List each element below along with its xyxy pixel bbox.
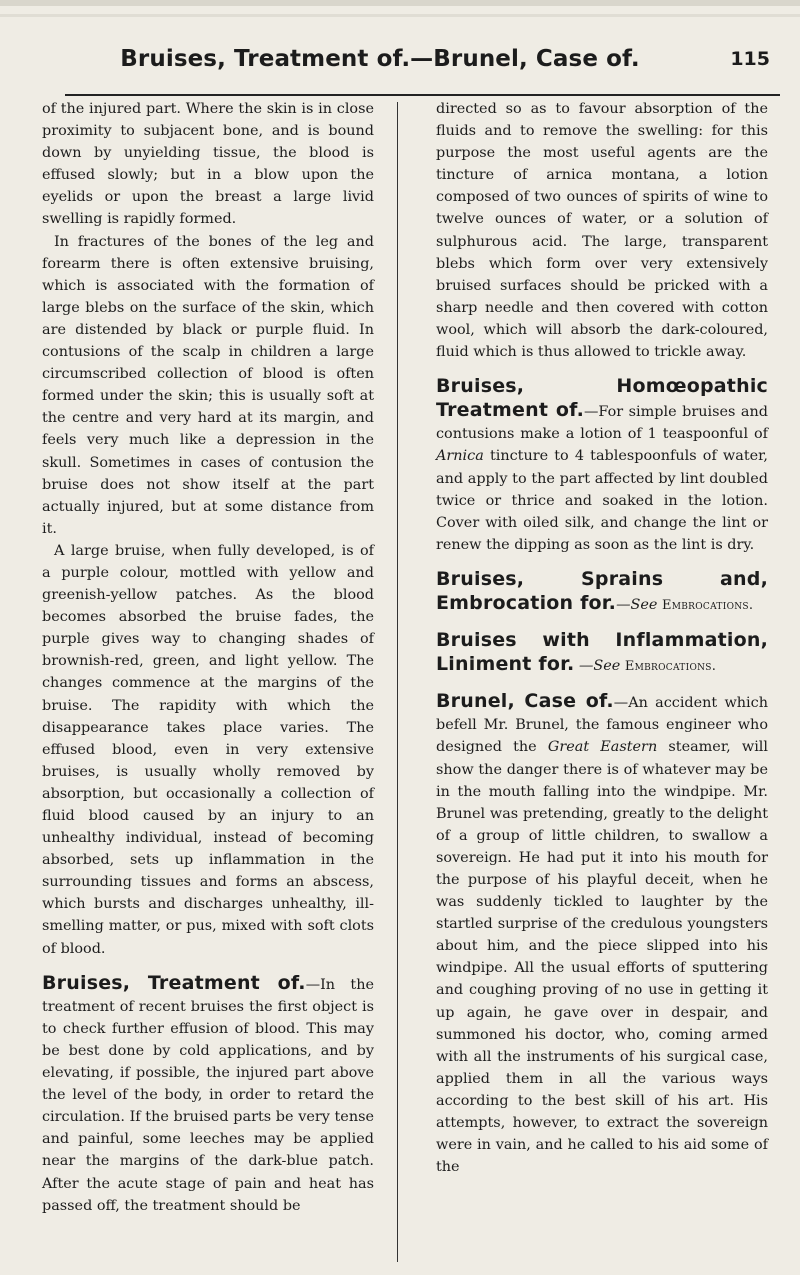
entry-text: steamer, will show the danger there is of whatever may be in the mouth falling into the windpipe. Mr. Brunel was pretending, greatly to the delight of a group of little children, to swallow a sovereign. He had put it into his mouth for the purpose of his playful deceit, when he was suddenly tickled to laughter by the startled surprise of the credulous youngsters about him, and the piece slipped into his windpipe. All the usual efforts of sputtering and coughing proving of no use in getting it up again, he gave over in despair, and summoned his doctor, who, coming armed with all the instruments of his surgical case, applied them in all the various ways according to the best skill of his art. His attempts, however, to extract the sovereign were in vain, and he called to his aid some of the bbox=[436, 739, 769, 1176]
header-rule bbox=[65, 94, 780, 96]
paragraph: A large bruise, when fully developed, is of a purple colour, mottled with yellow and greenish-yellow patches. As the blood becomes absorbed the bruise fades, the purple gives way to changing shades of brownish-red, green, and light yellow. The changes commence at the margins of the bruise. The rapidity with which the disappearance takes place varies. The effused blood, even in very extensive bruises, is usually wholly removed by absorption, but occasionally a collection of fluid blood caused by an injury to an unhealthy individual, instead of becoming absorbed, sets up inflammation in the surrounding tissues and forms an abscess, which bursts and discharges unhealthy, ill-smelling matter, or pus, mixed with soft clots of blood. bbox=[42, 542, 374, 957]
entry-text: —In the treatment of recent bruises the first object is to check further effusion of blood. This may be best done by cold applications, and by elevating, if possible, the injured part above the level of the body, in order to retard the circulation. If the bruised parts be very tense and painful, some leeches may be applied near the margins of the dark-blue patch. After the acute stage of pain and heat has passed off, the treatment should be bbox=[42, 976, 374, 1214]
running-head: Bruises, Treatment of.—Brunel, Case of. bbox=[120, 46, 640, 72]
paragraph: In fractures of the bones of the leg and forearm there is often extensive bruising, which is associated with the formation of large blebs on the surface of the skin, which are distended by black or purple fluid. In contusions of the scalp in children a large circumscribed collection of blood is often formed under the skin; this is usually soft at the centre and very hard at its margin, and feels very much like a depression in the skull. Sometimes in cases of contusion the bruise does not show itself at the part actually injured, but at some distance from it. bbox=[42, 233, 374, 537]
entry-text: —An accident which befell Mr. Brunel, the famous engineer who designed the bbox=[436, 695, 768, 756]
entry-bruises-homoeopathic bbox=[436, 375, 768, 556]
entry-headword: Bruises, Sprains and, Embrocation for. bbox=[436, 567, 768, 614]
cross-reference: Embrocations. bbox=[661, 597, 754, 613]
page-header bbox=[40, 46, 780, 90]
cross-reference: Embrocations. bbox=[624, 659, 717, 675]
entry-bruises-inflammation bbox=[436, 629, 768, 678]
entry-headword: Brunel, Case of. bbox=[436, 690, 614, 713]
entry-headword: Bruises with Inflammation, Liniment for. bbox=[436, 629, 768, 676]
paragraph: of the injured part. Where the skin is in close proximity to subjacent bone, and is bound down by unyielding tissue, the blood is effused slowly; but in a blow upon the eyelids or upon the breast a large livid swelling is rapidly formed. bbox=[42, 101, 374, 228]
top-edge-band bbox=[0, 0, 800, 6]
entry-headword: Bruises, Treatment of. bbox=[42, 971, 306, 994]
entry-see: —See bbox=[578, 658, 621, 675]
entry-text: tincture to 4 tablespoonfuls of water, and apply to the part affected by lint doubled twice or thrice and soaked in the lotion. Cover with oiled silk, and change the lint or renew the dipping as soon as the lint is dry. bbox=[436, 448, 768, 553]
entry-italic: Great Eastern bbox=[547, 739, 658, 756]
entry-bruises-treatment bbox=[42, 972, 374, 1217]
entry-brunel-case bbox=[436, 690, 768, 1178]
entry-italic: Arnica bbox=[436, 448, 484, 465]
entry-headword: Bruises, Homœopathic Treatment of. bbox=[436, 375, 768, 422]
entry-see: —See bbox=[616, 596, 658, 613]
left-column bbox=[42, 98, 374, 1217]
entry-text: —For simple bruises and contusions make a lotion of 1 teaspoonful of bbox=[436, 404, 768, 443]
paragraph: directed so as to favour absorption of the fluids and to remove the swelling: for this purpose the most useful agents are the tincture of arnica montana, a lotion composed of two ounces of spirits of wine to twelve ounces of water, or a solution of sulphurous acid. The large, transparent blebs which form over very extensively bruised surfaces should be pricked with a sharp needle and then covered with cotton wool, which will absorb the dark-coloured, fluid which is thus allowed to trickle away. bbox=[436, 101, 768, 361]
top-edge-line bbox=[0, 14, 800, 17]
column-divider bbox=[397, 102, 398, 1262]
page-number: 115 bbox=[730, 48, 770, 70]
entry-bruises-sprains bbox=[436, 568, 768, 617]
right-column bbox=[436, 98, 768, 1178]
